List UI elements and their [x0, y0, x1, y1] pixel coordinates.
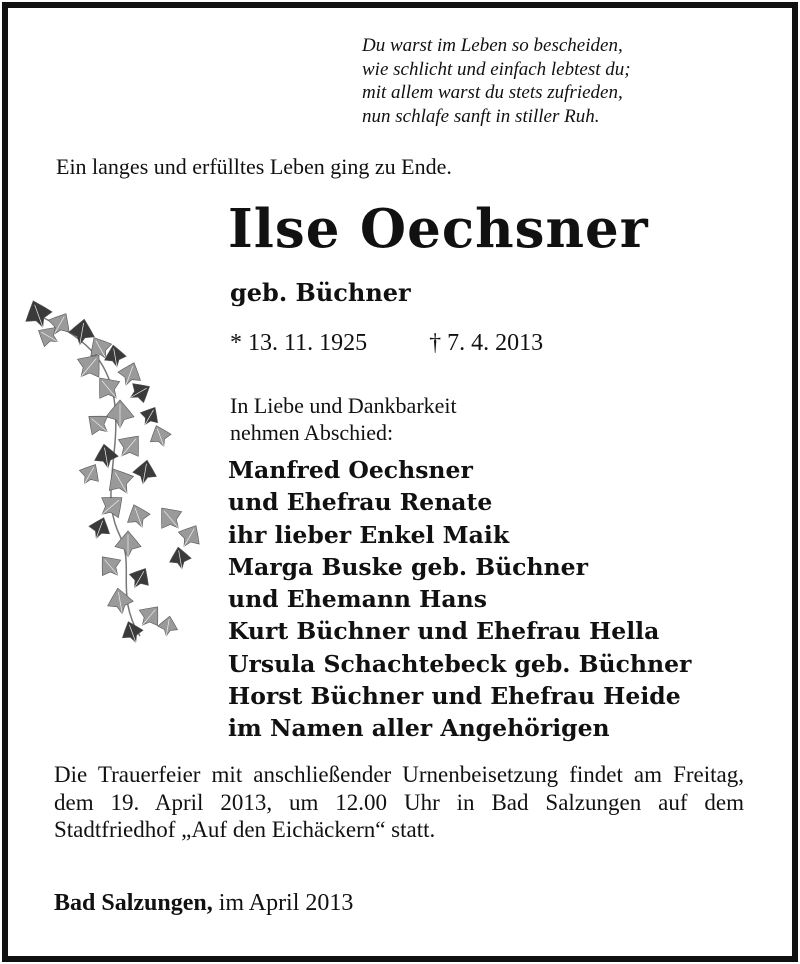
- ivy-leaf: [156, 614, 179, 637]
- ceremony-info: Die Trauerfeier mit anschließender Urnenbeisetzung findet am Freitag, dem 19. April 2013, um 12.00 Uhr in Bad Salzungen auf dem Stadtfriedhof „Auf den Eichäckern“ statt.: [54, 762, 744, 842]
- intro-text: Ein langes und erfülltes Leben ging zu Ende.: [56, 154, 452, 179]
- poem-line: Du warst im Leben so bescheiden,: [362, 35, 623, 56]
- ivy-leaf: [167, 545, 192, 570]
- farewell-text: [230, 392, 457, 446]
- mourner: und Ehemann Hans: [228, 585, 487, 614]
- ivy-leaf: [20, 296, 56, 332]
- ivy-leaf: [92, 442, 120, 470]
- birth-date: * 13. 11. 1925: [230, 330, 368, 356]
- farewell-line: In Liebe und Dankbarkeit: [230, 393, 457, 418]
- ivy-leaf: [112, 428, 149, 465]
- ivy-leaf: [94, 488, 131, 525]
- mourners-list: [228, 454, 691, 745]
- farewell-line: nehmen Abschied:: [230, 420, 394, 445]
- mourner: Marga Buske geb. Büchner: [228, 552, 588, 581]
- death-date: † 7. 4. 2013: [429, 330, 544, 356]
- birth-name: geb. Büchner: [230, 278, 411, 307]
- ivy-leaf: [136, 402, 163, 429]
- ivy-leaf: [106, 400, 134, 428]
- ivy-leaf: [93, 549, 127, 583]
- poem-line: mit allem warst du stets zufrieden,: [362, 82, 623, 103]
- poem-line: nun schlafe sanft in stiller Ruh.: [362, 105, 600, 127]
- ivy-leaf: [105, 586, 135, 616]
- place-month: im April 2013: [218, 890, 354, 916]
- poem: [362, 34, 762, 128]
- mourner: Kurt Büchner und Ehefrau Hella: [228, 617, 660, 646]
- poem-line: wie schlicht und einfach lebtest du;: [362, 58, 631, 80]
- ivy-leaf: [125, 563, 155, 593]
- ivy-leaf: [146, 422, 174, 450]
- mourner: ihr lieber Enkel Maik: [228, 520, 510, 549]
- ivy-leaf: [75, 459, 105, 489]
- ivy-leaves-icon: [20, 296, 210, 646]
- ivy-leaf: [118, 618, 146, 646]
- mourner: Ursula Schachtebeck geb. Büchner: [228, 649, 692, 678]
- ivy-leaf: [131, 458, 159, 486]
- mourner: und Ehefrau Renate: [228, 488, 493, 517]
- ivy-leaf: [101, 462, 139, 500]
- ivy-leaf: [86, 514, 114, 542]
- life-dates: [230, 330, 543, 357]
- mourner: Manfred Oechsner: [228, 456, 473, 484]
- mourner: im Namen aller Angehörigen: [228, 714, 610, 743]
- deceased-name: Ilse Oechsner: [228, 198, 649, 260]
- place-date: [54, 890, 353, 917]
- place-city: Bad Salzungen,: [54, 890, 213, 916]
- ivy-leaf: [123, 501, 154, 532]
- mourner: Horst Büchner und Ehefrau Heide: [228, 682, 681, 711]
